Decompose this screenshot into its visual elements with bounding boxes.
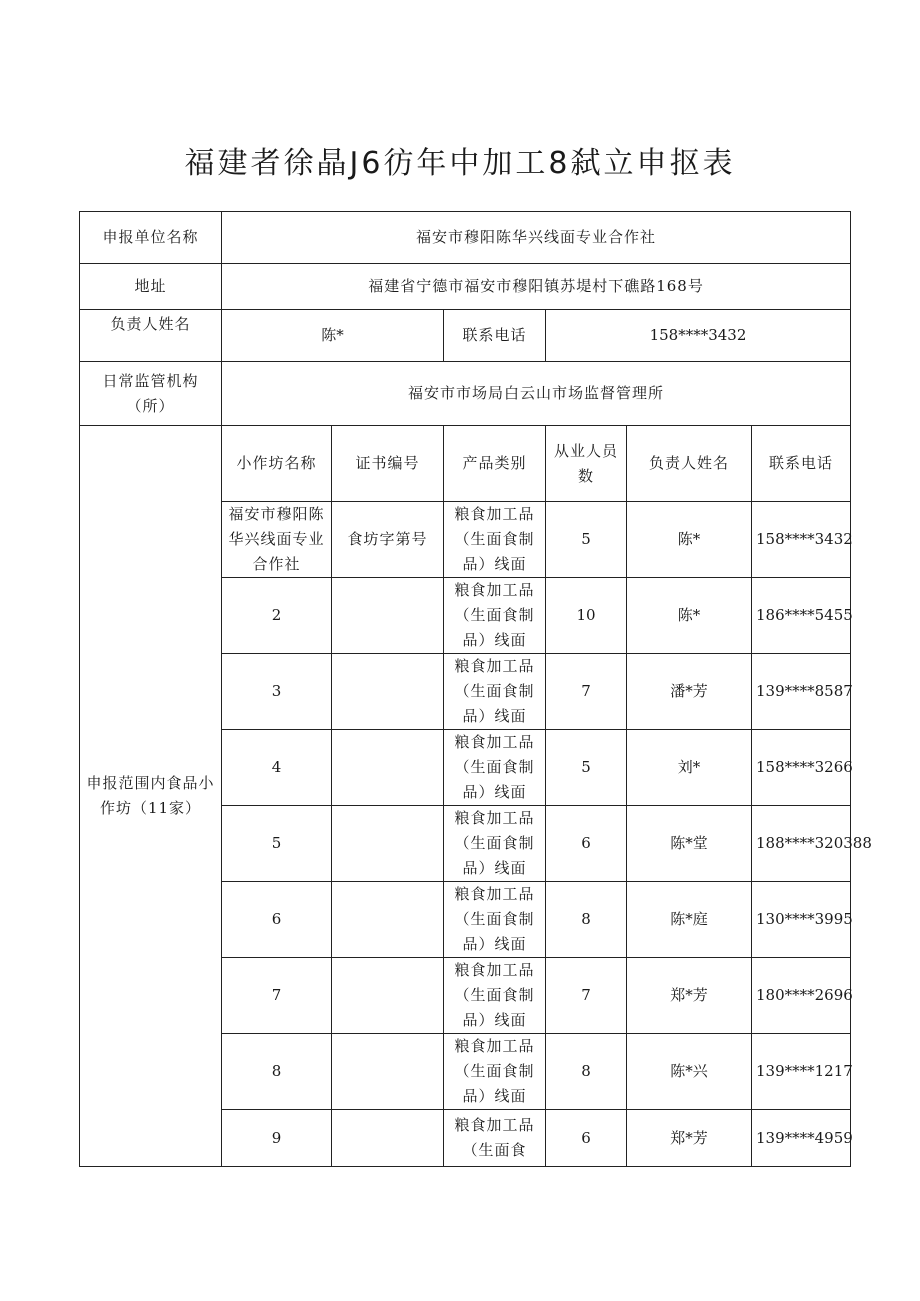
unit-label: 申报单位名称 (80, 212, 222, 264)
owner-name: 陈*兴 (627, 1034, 752, 1110)
cert-number (332, 578, 444, 654)
staff-count: 7 (546, 958, 627, 1034)
supervisor-value: 福安市市场局白云山市场监督管理所 (222, 362, 851, 426)
owner-name: 陈* (627, 502, 752, 578)
staff-count: 5 (546, 730, 627, 806)
phone: 186****5455 (752, 578, 851, 654)
header-workshop-name: 小作坊名称 (222, 426, 332, 502)
address-label: 地址 (80, 264, 222, 310)
product-category: 粮食加工品（生面食制品）线面 (444, 958, 546, 1034)
cert-number (332, 730, 444, 806)
phone-label: 联系电话 (444, 310, 546, 362)
header-product-category: 产品类别 (444, 426, 546, 502)
owner-name-label: 负责人姓名 (80, 310, 222, 362)
workshop-name: 7 (222, 958, 332, 1034)
phone: 158****3266 (752, 730, 851, 806)
product-category: 粮食加工品（生面食制品）线面 (444, 730, 546, 806)
workshop-name: 4 (222, 730, 332, 806)
product-category: 粮食加工品（生面食制品）线面 (444, 654, 546, 730)
unit-value: 福安市穆阳陈华兴线面专业合作社 (222, 212, 851, 264)
staff-count: 10 (546, 578, 627, 654)
address-value: 福建省宁德市福安市穆阳镇苏堤村下礁路168号 (222, 264, 851, 310)
product-category: 粮食加工品（生面食制品）线面 (444, 882, 546, 958)
product-category: 粮食加工品（生面食制品）线面 (444, 806, 546, 882)
phone: 130****3995 (752, 882, 851, 958)
workshop-name: 3 (222, 654, 332, 730)
cert-number (332, 1110, 444, 1167)
cert-number (332, 958, 444, 1034)
staff-count: 6 (546, 806, 627, 882)
cert-number (332, 654, 444, 730)
workshop-name: 8 (222, 1034, 332, 1110)
owner-name-value: 陈* (222, 310, 444, 362)
cert-number (332, 882, 444, 958)
supervisor-label: 日常监管机构（所） (80, 362, 222, 426)
workshop-header-row (80, 426, 851, 502)
owner-name: 刘* (627, 730, 752, 806)
address-row (80, 264, 851, 310)
header-staff-count: 从业人员数 (546, 426, 627, 502)
supervisor-row (80, 362, 851, 426)
phone: 158****3432 (752, 502, 851, 578)
staff-count: 5 (546, 502, 627, 578)
header-phone: 联系电话 (752, 426, 851, 502)
workshops-label: 申报范围内食品小作坊（11家） (80, 426, 222, 1167)
staff-count: 7 (546, 654, 627, 730)
cert-number: 食坊字第号 (332, 502, 444, 578)
staff-count: 8 (546, 882, 627, 958)
contact-row (80, 310, 851, 362)
owner-name: 郑*芳 (627, 958, 752, 1034)
header-owner-name: 负责人姓名 (627, 426, 752, 502)
staff-count: 6 (546, 1110, 627, 1167)
product-category: 粮食加工品（生面食制品）线面 (444, 578, 546, 654)
phone: 188****320388 (752, 806, 851, 882)
workshop-name: 5 (222, 806, 332, 882)
cert-number (332, 1034, 444, 1110)
unit-row (80, 212, 851, 264)
workshop-name: 9 (222, 1110, 332, 1167)
workshop-name: 6 (222, 882, 332, 958)
workshop-name: 2 (222, 578, 332, 654)
owner-name: 陈* (627, 578, 752, 654)
phone-value: 158****3432 (546, 310, 851, 362)
owner-name: 陈*堂 (627, 806, 752, 882)
product-category: 粮食加工品（生面食制品）线面 (444, 502, 546, 578)
owner-name: 郑*芳 (627, 1110, 752, 1167)
owner-name: 潘*芳 (627, 654, 752, 730)
product-category: 粮食加工品（生面食制品）线面 (444, 1034, 546, 1110)
application-form-table (79, 211, 872, 1167)
cert-number (332, 806, 444, 882)
page-title: 福建者徐晶J6彷年中加工8弑立申抠表 (184, 146, 736, 181)
phone: 139****4959 (752, 1110, 851, 1167)
phone: 139****1217 (752, 1034, 851, 1110)
workshop-name: 福安市穆阳陈华兴线面专业合作社 (222, 502, 332, 578)
phone: 139****8587 (752, 654, 851, 730)
staff-count: 8 (546, 1034, 627, 1110)
owner-name: 陈*庭 (627, 882, 752, 958)
phone: 180****2696 (752, 958, 851, 1034)
header-cert-number: 证书编号 (332, 426, 444, 502)
product-category: 粮食加工品（生面食 (444, 1110, 546, 1167)
